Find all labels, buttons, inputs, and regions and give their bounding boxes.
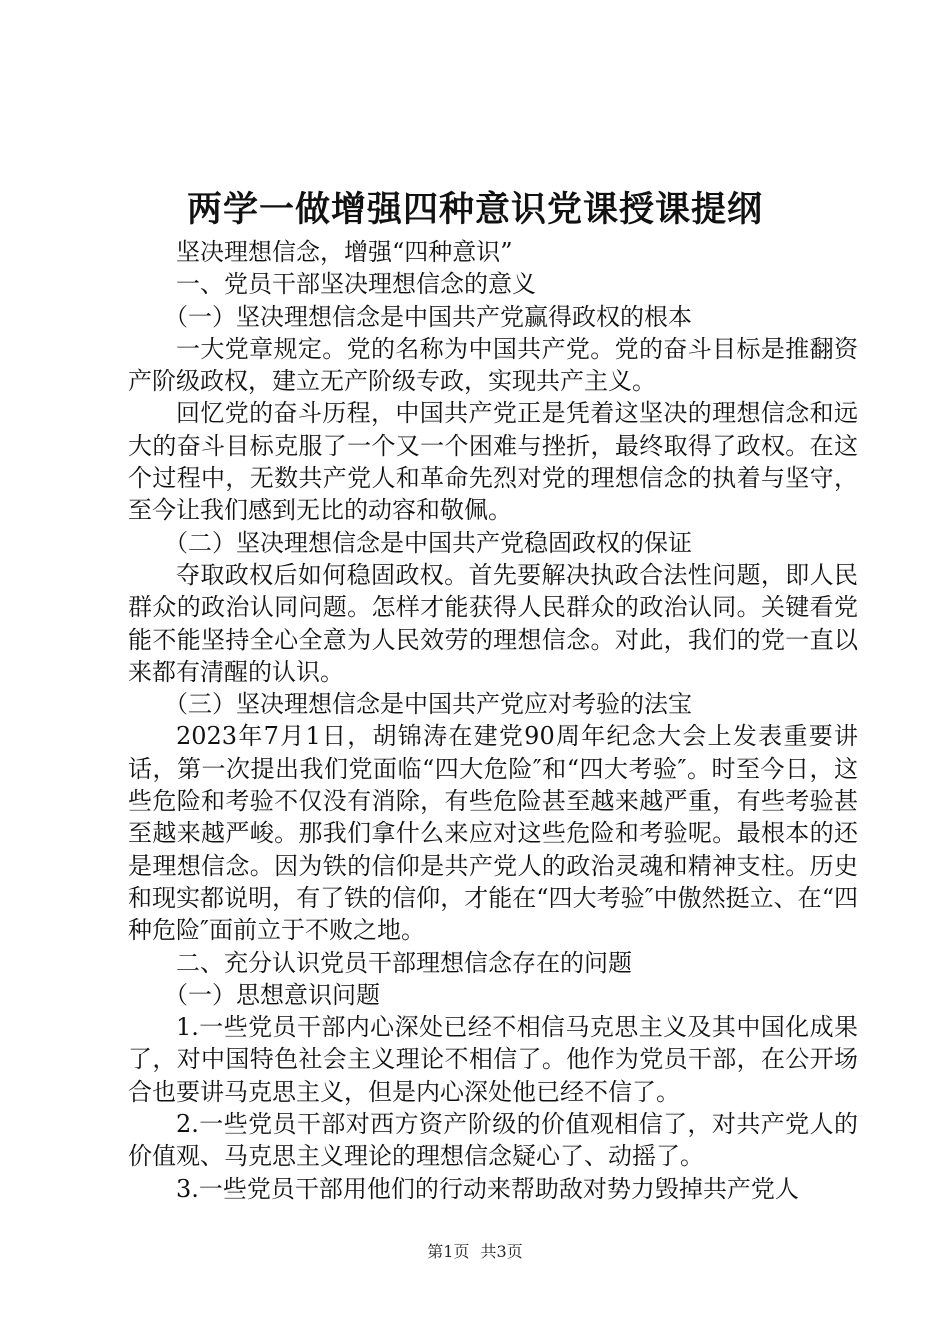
paragraph-theme: 坚决理想信念，增强“四种意识”: [176, 238, 513, 266]
list-item: 2.一些党员干部对西方资产阶级的价值观相信了，对共产党人的价值观、马克思主义理论的理想信念疑心了、动摇了。: [128, 1110, 858, 1171]
paragraph: 回忆党的奋斗历程，中国共产党正是凭着这坚决的理想信念和远大的奋斗目标克服了一个又一个困难与挫折，最终取得了政权。在这个过程中，无数共产党人和革命先烈对党的理想信念的执着与坚守，至今让我们感到无比的动容和敬佩。: [128, 399, 858, 525]
page-footer: [0, 1242, 950, 1262]
list-item: 1.一些党员干部内心深处已经不相信马克思主义及其中国化成果了，对中国特色社会主义理论不相信了。他作为党员干部，在公开场合也要讲马克思主义，但是内心深处他已经不信了。: [128, 1013, 858, 1106]
paragraph: 2023年7月1日，胡锦涛在建党90周年纪念大会上发表重要讲话，第一次提出我们党面临“四大危险″和“四大考验″。时至今日，这些危险和考验不仅没有消除，有些危险甚至越来越严重，有些考验甚至越来越严峻。那我们拿什么来应对这些危险和考验呢。最根本的还是理想信念。因为铁的信仰是共产党人的政治灵魂和精神支柱。历史和现实都说明，有了铁的信仰，才能在“四大考验″中傲然挺立、在“四种危险″面前立于不败之地。: [128, 722, 858, 945]
subsection-heading-1-2: （二）坚决理想信念是中国共产党稳固政权的保证: [164, 528, 692, 557]
page-total: 共3页: [480, 1242, 523, 1261]
subsection-heading-1-3: （三）坚决理想信念是中国共产党应对考验的法宝: [164, 690, 692, 719]
list-item: 3.一些党员干部用他们的行动来帮助敌对势力毁掉共产党人: [176, 1174, 799, 1203]
page-number: 第1页: [427, 1242, 470, 1261]
section-heading-1: 一、党员干部坚决理想信念的意义: [176, 270, 536, 299]
document-body: [128, 236, 858, 1205]
subsection-heading-2-1: （一）思想意识问题: [164, 980, 380, 1009]
paragraph: 一大党章规定。党的名称为中国共产党。党的奋斗目标是推翻资产阶级政权，建立无产阶级专政，实现共产主义。: [128, 334, 858, 396]
document-title: 两学一做增强四种意识党课授课提纲: [186, 189, 763, 230]
paragraph: 夺取政权后如何稳固政权。首先要解决执政合法性问题，即人民群众的政治认同问题。怎样才能获得人民群众的政治认同。关键看党能不能坚持全心全意为人民效劳的理想信念。对此，我们的党一直以来都有清醒的认识。: [128, 560, 858, 686]
subsection-heading-1-1: （一）坚决理想信念是中国共产党赢得政权的根本: [164, 302, 692, 331]
section-heading-2: 二、充分认识党员干部理想信念存在的问题: [176, 948, 632, 977]
